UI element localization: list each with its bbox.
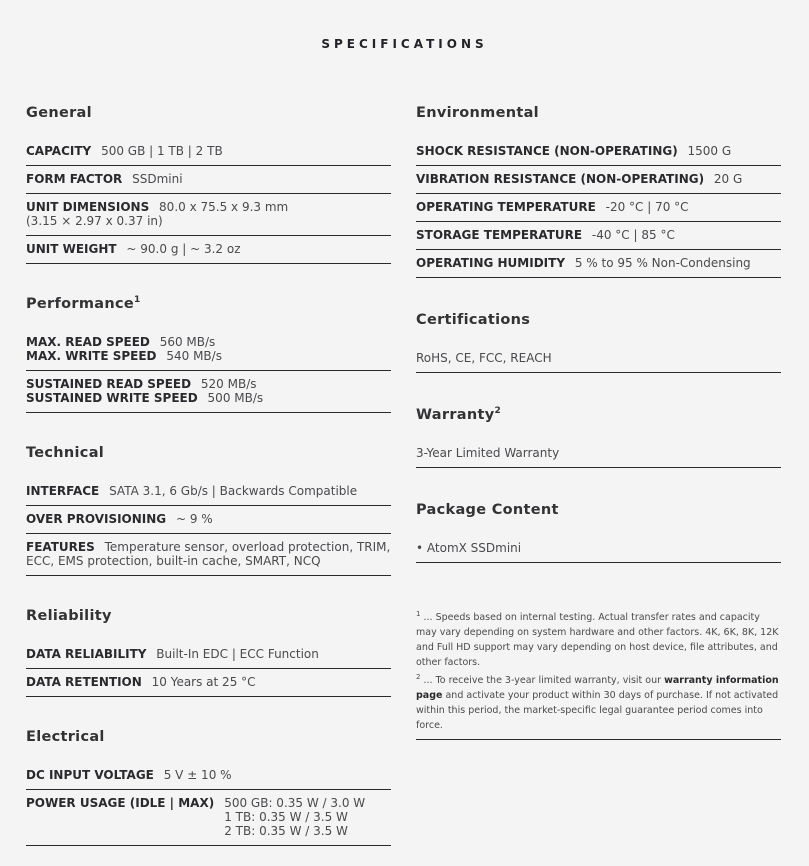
footnote-2 (416, 670, 781, 733)
right-column (416, 104, 781, 740)
spec-value: -40 °C | 85 °C (591, 228, 675, 242)
section-performance (26, 295, 391, 413)
spec-value: 500 GB: 0.35 W / 3.0 W (224, 796, 366, 810)
spec-key: OPERATING TEMPERATURE (416, 200, 596, 214)
spec-key: POWER USAGE (IDLE | MAX) (26, 796, 215, 810)
warranty-information-link[interactable]: warranty information page (416, 675, 779, 702)
spec-value: 1500 G (687, 144, 732, 158)
spec-value: Built-In EDC | ECC Function (156, 647, 319, 661)
spec-row-sustained-speed (26, 371, 391, 413)
spec-value: SSDmini (132, 172, 183, 186)
spec-row-storage-temperature (416, 222, 781, 250)
spec-key: UNIT WEIGHT (26, 242, 117, 256)
section-title-performance (26, 295, 391, 319)
spec-key: DATA RELIABILITY (26, 647, 147, 661)
spec-row-shock-resistance (416, 138, 781, 166)
spec-value: 5 % to 95 % Non-Condensing (574, 256, 751, 270)
spec-value: 560 MB/s (159, 335, 216, 349)
spec-key: FORM FACTOR (26, 172, 123, 186)
section-warranty (416, 406, 781, 468)
spec-value: ~ 9 % (175, 512, 213, 526)
spec-value: 80.0 x 75.5 x 9.3 mm (159, 200, 289, 214)
spec-value: • AtomX SSDmini (416, 541, 522, 555)
spec-row-data-reliability (26, 641, 391, 669)
spec-row-data-retention (26, 669, 391, 697)
footnote-text: ... To receive the 3-year limited warranty, visit our (420, 675, 665, 687)
spec-row-max-speed (26, 329, 391, 371)
section-title-text: Performance (26, 296, 134, 312)
footnote-ref-2: 2 (494, 406, 502, 417)
section-title-package-content: Package Content (416, 502, 559, 518)
spec-row-unit-weight (26, 236, 391, 264)
footnote-ref-1: 1 (133, 295, 141, 306)
spec-value: 3-Year Limited Warranty (416, 446, 560, 460)
spec-key: STORAGE TEMPERATURE (416, 228, 583, 242)
section-title-warranty (416, 406, 781, 430)
section-title-certifications: Certifications (416, 312, 531, 328)
spec-value: 10 Years at 25 °C (151, 675, 256, 689)
spec-value: 500 GB | 1 TB | 2 TB (101, 144, 223, 158)
section-environmental (416, 104, 781, 278)
spec-value: 2 TB: 0.35 W / 3.5 W (224, 824, 348, 838)
footnotes (416, 607, 781, 740)
footnote-number: 2 (416, 673, 421, 682)
spec-key: UNIT DIMENSIONS (26, 200, 150, 214)
spec-value: 1 TB: 0.35 W / 3.5 W (224, 810, 348, 824)
spec-row-package-item (416, 535, 781, 563)
section-technical (26, 444, 391, 576)
spec-value: Temperature sensor, overload protection, TRIM, ECC, EMS protection, built-in cache, SMART, NCQ (26, 540, 391, 568)
spec-key: SUSTAINED READ SPEED (26, 377, 192, 391)
spec-value: 5 V ± 10 % (163, 768, 232, 782)
spec-row-dc-input-voltage (26, 762, 391, 790)
spec-row-form-factor (26, 166, 391, 194)
spec-row-over-provisioning (26, 506, 391, 534)
spec-key: INTERFACE (26, 484, 100, 498)
spec-value: 500 MB/s (207, 391, 264, 405)
spec-row-capacity (26, 138, 391, 166)
spec-row-power-usage (26, 790, 391, 846)
left-column (26, 104, 391, 846)
spec-key: DC INPUT VOLTAGE (26, 768, 154, 782)
section-title-environmental: Environmental (416, 105, 539, 121)
footnote-number: 1 (416, 610, 421, 618)
spec-value-secondary: (3.15 × 2.97 x 0.37 in) (26, 214, 163, 228)
spec-key: OPERATING HUMIDITY (416, 256, 566, 270)
spec-row-operating-temperature (416, 194, 781, 222)
spec-key: SHOCK RESISTANCE (NON-OPERATING) (416, 144, 678, 158)
footnote-text: and activate your product within 30 days of purchase. If not activated within this period, the market-specific legal guarantee period comes into force. (416, 690, 779, 732)
spec-value: 520 MB/s (200, 377, 257, 391)
spec-row-interface (26, 478, 391, 506)
spec-value: ~ 90.0 g | ~ 3.2 oz (126, 242, 241, 256)
spec-key: SUSTAINED WRITE SPEED (26, 391, 198, 405)
spec-row-operating-humidity (416, 250, 781, 278)
spec-row-warranty (416, 440, 781, 468)
section-package-content (416, 501, 781, 563)
spec-key: MAX. READ SPEED (26, 335, 150, 349)
section-general (26, 104, 391, 264)
footnote-text: ... Speeds based on internal testing. Actual transfer rates and capacity may vary depending on system hardware and other factors. 4K, 6K, 8K, 12K and Full HD support may vary depending on host device, file attributes, and other factors. (416, 612, 779, 669)
spec-value: RoHS, CE, FCC, REACH (416, 351, 552, 365)
section-title-technical: Technical (26, 445, 105, 461)
spec-key: CAPACITY (26, 144, 92, 158)
section-certifications (416, 311, 781, 373)
spec-row-features (26, 534, 391, 576)
section-reliability (26, 607, 391, 697)
section-title-text: Warranty (416, 407, 495, 423)
section-title-general: General (26, 105, 92, 121)
spec-key: OVER PROVISIONING (26, 512, 167, 526)
spec-row-certifications (416, 345, 781, 373)
spec-row-unit-dimensions (26, 194, 391, 236)
page-title: SPECIFICATIONS (321, 37, 488, 51)
footnote-1 (416, 607, 781, 670)
section-title-electrical: Electrical (26, 729, 105, 745)
spec-value: -20 °C | 70 °C (605, 200, 689, 214)
section-electrical (26, 728, 391, 846)
spec-key: VIBRATION RESISTANCE (NON-OPERATING) (416, 172, 705, 186)
spec-key: MAX. WRITE SPEED (26, 349, 157, 363)
spec-key: DATA RETENTION (26, 675, 142, 689)
spec-value: 540 MB/s (166, 349, 222, 363)
spec-value: SATA 3.1, 6 Gb/s | Backwards Compatible (109, 484, 358, 498)
spec-value: 20 G (713, 172, 743, 186)
section-title-reliability: Reliability (26, 608, 112, 624)
spec-row-vibration-resistance (416, 166, 781, 194)
spec-key: FEATURES (26, 540, 95, 554)
spec-value-list (224, 796, 365, 838)
